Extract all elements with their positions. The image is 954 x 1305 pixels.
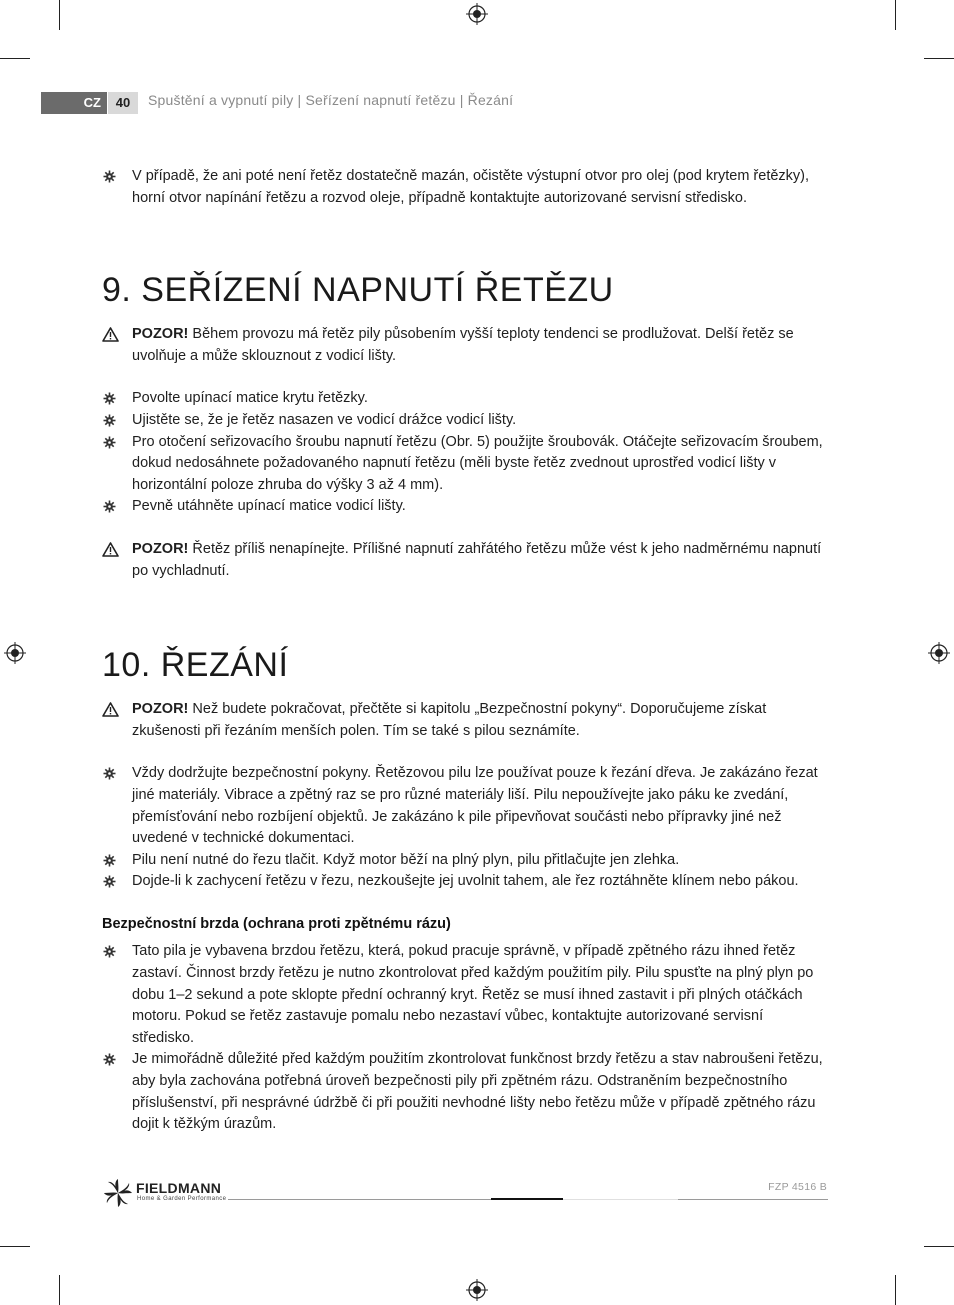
model-number: FZP 4516 B <box>768 1181 827 1193</box>
warning-triangle-icon <box>102 542 119 557</box>
warning-triangle-icon <box>102 702 119 717</box>
fieldmann-swirl-icon <box>103 1178 133 1208</box>
gear-bullet-icon <box>103 500 116 513</box>
list-item-text: Ujistěte se, že je řetěz nasazen ve vodicí drážce vodicí lišty. <box>132 411 517 428</box>
gear-bullet-icon <box>103 392 116 405</box>
list-item-text: Vždy dodržujte bezpečnostní pokyny. Řetězovou pilu lze používat pouze k řezání dřeva. Je zakázáno řezat jiné materiály. Vibrace a zpětný raz se pro různé materiály liší. Pilu nepoužívejte jako páku ke zvedání, přemísťování nebo rozbíjení objektů. Je zakázáno k pile připevňovat součásti nebo přípravky jiné než uvedené v technické dokumentaci. <box>132 765 818 847</box>
list-item <box>102 763 824 849</box>
list-item <box>102 410 824 432</box>
footer-rule <box>678 1199 828 1200</box>
warning-label: POZOR! <box>132 701 189 718</box>
bullet-list <box>102 763 824 893</box>
page-number: 40 <box>108 92 138 114</box>
registration-mark-icon <box>466 1279 488 1301</box>
gear-bullet-icon <box>103 436 116 449</box>
list-item <box>102 432 824 497</box>
warning-note <box>102 324 824 367</box>
list-item <box>102 850 824 872</box>
list-item <box>102 871 824 893</box>
section-heading: 10. ŘEZÁNÍ <box>102 646 289 685</box>
crop-mark <box>0 58 30 59</box>
list-item-text: Pevně utáhněte upínací matice vodicí lišty. <box>132 498 406 515</box>
running-header: Spuštění a vypnutí pily | Seřízení napnutí řetězu | Řezání <box>148 92 514 108</box>
bullet-list <box>102 388 824 518</box>
list-item <box>102 941 824 1049</box>
footer-rule-accent <box>491 1198 563 1200</box>
crop-mark <box>0 1246 30 1247</box>
page-content <box>102 166 824 1136</box>
gear-bullet-icon <box>103 170 116 183</box>
gear-bullet-icon <box>103 854 116 867</box>
subheading: Bezpečnostní brzda (ochrana proti zpětnému rázu) <box>102 915 451 932</box>
list-item-text: Dojde-li k zachycení řetězu v řezu, nezkoušejte jej uvolnit tahem, ale řez roztáhněte klínem nebo pákou. <box>132 873 799 890</box>
warning-label: POZOR! <box>132 326 189 343</box>
gear-bullet-icon <box>103 945 116 958</box>
warning-triangle-icon <box>102 327 119 342</box>
warning-text: Než budete pokračovat, přečtěte si kapitolu „Bezpečnostní pokyny“. Doporučujeme získat zkušenosti při řezáním menších polen. Tím se také s pilou seznámíte. <box>132 701 767 739</box>
crop-mark <box>924 1246 954 1247</box>
crop-mark <box>59 1275 60 1305</box>
list-item <box>102 166 824 209</box>
gear-bullet-icon <box>103 767 116 780</box>
brand-tagline: Home & Garden Performance <box>137 1196 227 1202</box>
crop-mark <box>895 1275 896 1305</box>
gear-bullet-icon <box>103 1053 116 1066</box>
warning-note <box>102 539 824 582</box>
warning-text: Řetěz příliš nenapínejte. Přílišné napnutí zahřátého řetězu může vést k jeho nadměrnému napnutí po vychladnutí. <box>132 540 822 579</box>
list-item <box>102 1049 824 1135</box>
language-code: CZ <box>41 92 107 114</box>
registration-mark-icon <box>928 642 950 664</box>
list-item-text: V případě, že ani poté není řetěz dostatečně mazán, očistěte výstupní otvor pro olej (pod krytem řetězky), horní otvor napínání řetězu a rozvod oleje, případně kontaktujte autorizované servisní středisko. <box>132 168 810 206</box>
section-heading: 9. SEŘÍZENÍ NAPNUTÍ ŘETĚZU <box>102 271 614 310</box>
warning-note <box>102 699 824 742</box>
warning-label: POZOR! <box>132 540 189 557</box>
footer-rule <box>228 1199 491 1200</box>
registration-mark-icon <box>4 642 26 664</box>
list-item-text: Tato pila je vybavena brzdou řetězu, která, pokud pracuje správně, v případě zpětného rázu ihned řetěz zastaví. Činnost brzdy řetězu je nutno zkontrolovat před každým použitím pily. Pilu spusťte na plný plyn po dobu 1–2 sekund a pote sklopte přední ochranný kryt. Řetěz se musí ihned zastavit i při plných otáčkách motoru. Pokud se řetěz zastavuje pomalu nebo nezastaví vůbec, kontaktujte autorizované servisní středisko. <box>132 943 814 1046</box>
list-item-text: Pro otočení seřizovacího šroubu napnutí řetězu (Obr. 5) použijte šroubovák. Otáčejte seřizovacím šroubem, dokud nedosáhnete požadovaného napnutí řetězu (měli byste řetěz zvednout uprostřed vodicí lišty v horizontální poloze zhruba do výšky 3 až 4 mm). <box>132 433 823 493</box>
list-item <box>102 496 824 518</box>
warning-text: Během provozu má řetěz pily působením vyšší teploty tendenci se prodlužovat. Delší řetěz se uvolňuje a může sklouznout z vodicí lišty. <box>132 326 794 364</box>
list-item-text: Je mimořádně důležité před každým použitím zkontrolovat funkčnost brzdy řetězu a stav nabroušeni řetězu, aby byla zachována potřebná úroveň bezpečnosti pily při zpětném rázu. Odstraněním bezpečnostního příslušenství, při nesprávné údržbě či při použiti nevhodné lišty nebo řetězu může v případě zpětného rázu dojit k těžkým úrazům. <box>132 1051 823 1133</box>
fieldmann-logo <box>103 1177 233 1209</box>
list-item-text: Pilu není nutné do řezu tlačit. Když motor běží na plný plyn, pilu přitlačujte jen zlehka. <box>132 851 680 868</box>
gear-bullet-icon <box>103 414 116 427</box>
crop-mark <box>895 0 896 30</box>
list-item <box>102 388 824 410</box>
list-item-text: Povolte upínací matice krytu řetězky. <box>132 390 368 407</box>
footer-rule <box>563 1199 678 1200</box>
registration-mark-icon <box>466 3 488 25</box>
gear-bullet-icon <box>103 875 116 888</box>
bullet-list <box>102 941 824 1135</box>
crop-mark <box>924 58 954 59</box>
brand-name: FIELDMANN <box>136 1180 222 1196</box>
crop-mark <box>59 0 60 30</box>
